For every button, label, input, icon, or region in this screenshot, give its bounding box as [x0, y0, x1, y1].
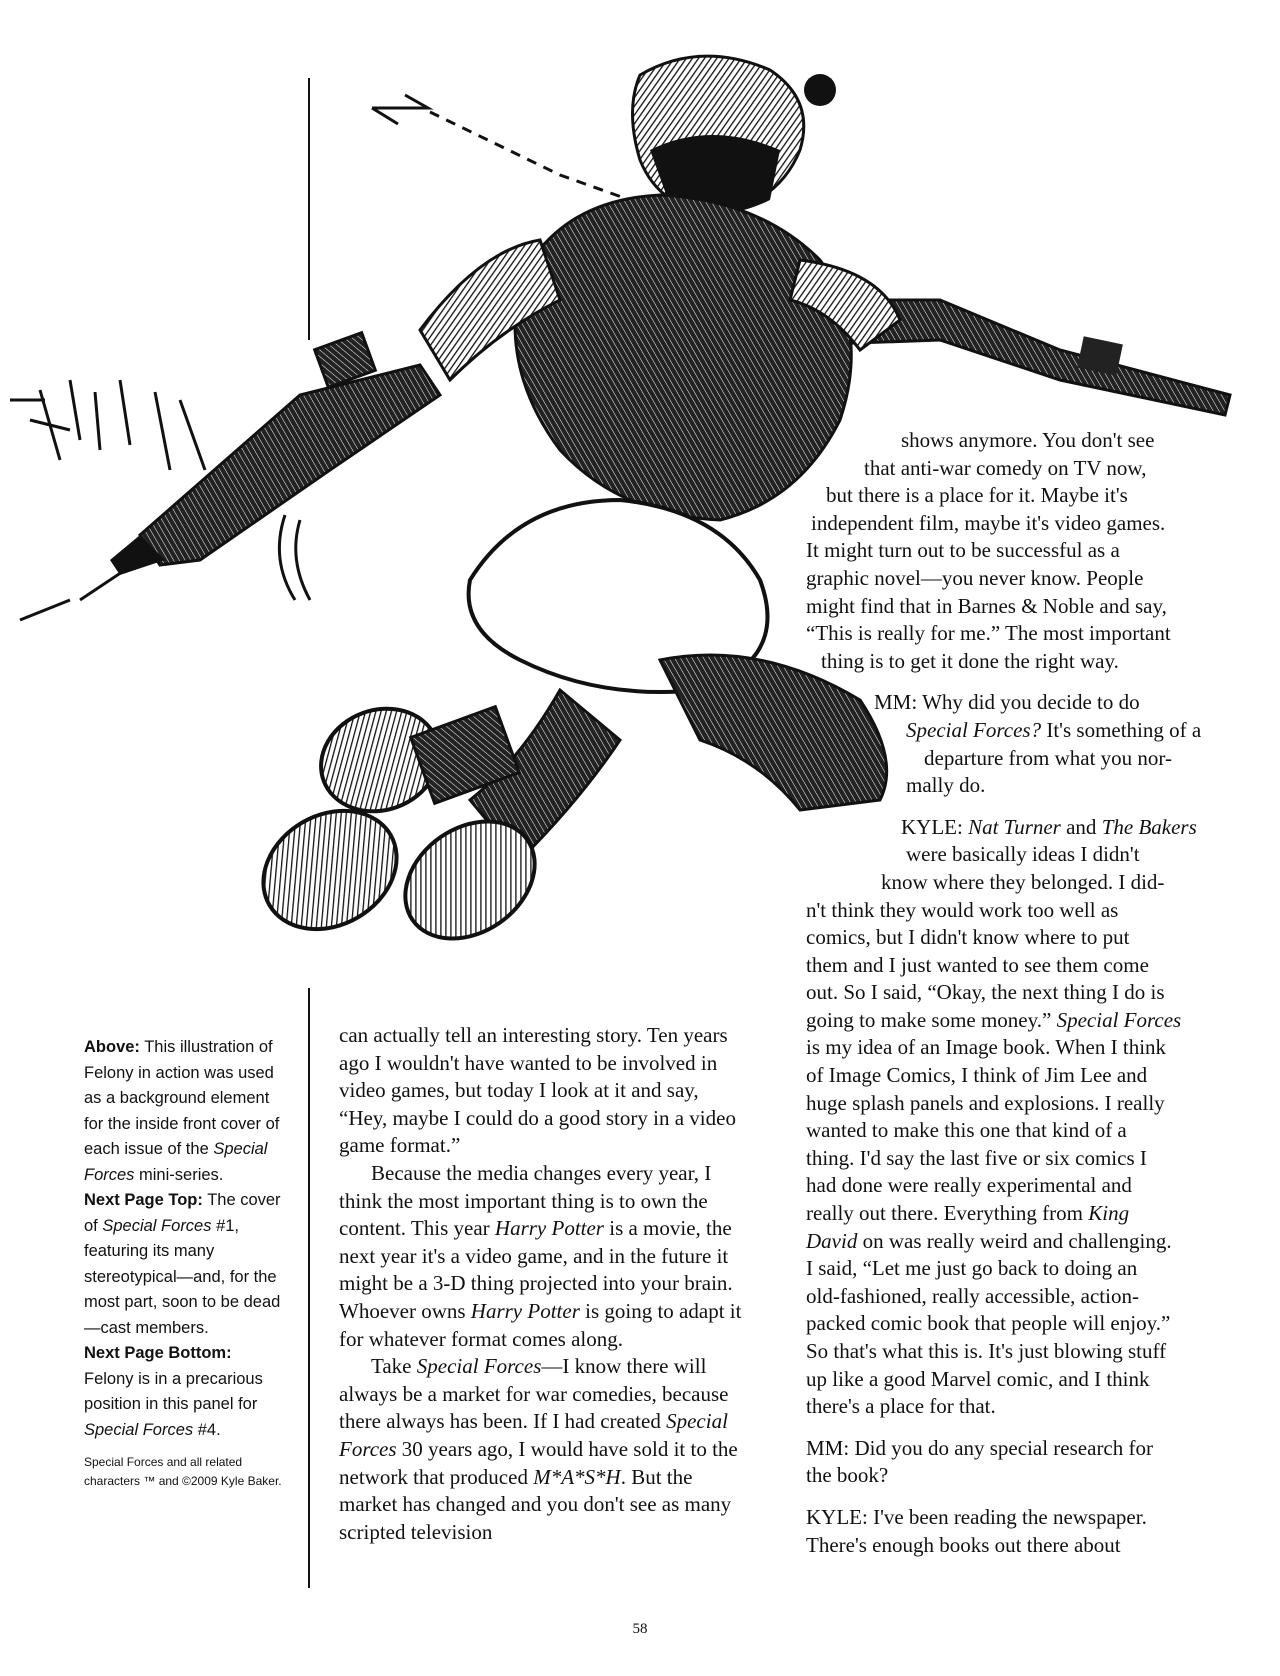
- text-line: KYLE: Nat Turner and The Bakers: [901, 814, 1197, 839]
- caption-above: Above: This illustration of Felony in action was used as a background element for the inside front cover of each issue of the Special Forces mini-series.: [84, 1038, 280, 1184]
- question-2: [806, 1435, 1216, 1490]
- text-line: thing. I'd say the last five or six comics I: [806, 1145, 1147, 1170]
- text-line: I said, “Let me just go back to doing an: [806, 1256, 1138, 1281]
- right-column: [806, 427, 1216, 1559]
- caption-next-top: Next Page Top: The cover of Special Forces #1, featuring its many stereotypical—and, for the most part, soon to be dead—cast members.: [84, 1191, 281, 1337]
- paragraph: Because the media changes every year, I think the most important thing is to own the content. This year Harry Potter is a movie, the next year it's a video game, and in the future it might be a 3-D thing projected into your brain. Whoever owns Harry Potter is going to adapt it for whatever format comes along.: [339, 1160, 742, 1351]
- text-line: independent film, maybe it's video games.: [811, 510, 1166, 535]
- text-line: n't think they would work too well as: [806, 897, 1119, 922]
- text-line: departure from what you nor-: [924, 745, 1172, 770]
- text-line: know where they belonged. I did-: [881, 869, 1165, 894]
- soldier-head: [633, 56, 837, 215]
- text-line: So that's what this is. It's just blowing stuff: [806, 1339, 1167, 1363]
- text-line: but there is a place for it. Maybe it's: [826, 483, 1128, 508]
- text-line: were basically ideas I didn't: [906, 842, 1140, 867]
- text-line: is my idea of an Image book. When I think: [806, 1035, 1167, 1060]
- text-line: wanted to make this one that kind of a: [806, 1118, 1127, 1143]
- question-1: [806, 689, 1216, 799]
- answer-2: [806, 1504, 1216, 1559]
- text-line: huge splash panels and explosions. I really: [806, 1090, 1165, 1115]
- text-line: comics, but I didn't know where to put: [806, 925, 1130, 950]
- text-line: really out there. Everything from King: [806, 1201, 1130, 1226]
- text-line: them and I just wanted to see them come: [806, 952, 1149, 977]
- paragraph: Take Special Forces—I know there will always be a market for war comedies, because there always has been. If I had created Special Forces 30 years ago, I would have sold it to the network that produced M*A*S*H. But the market has changed and you don't see as many scripted television: [339, 1354, 738, 1544]
- text-line: KYLE: I've been reading the newspaper.: [806, 1504, 1147, 1529]
- page-number: 58: [632, 1621, 648, 1637]
- text-line: There's enough books out there about: [806, 1532, 1121, 1557]
- text-line: that anti-war comedy on TV now,: [864, 455, 1147, 480]
- caption-next-bottom: Next Page Bottom: Felony is in a precarious position in this panel for Special Forces #4.: [84, 1344, 263, 1439]
- text-line: the book?: [806, 1463, 889, 1488]
- text-line: Special Forces? It's something of a: [906, 717, 1202, 742]
- column-rule-top: [308, 78, 310, 340]
- text-line: out. So I said, “Okay, the next thing I do is: [806, 980, 1165, 1005]
- text-line: shows anymore. You don't see: [901, 428, 1155, 452]
- text-line: MM: Why did you decide to do: [874, 690, 1140, 715]
- text-line: going to make some money.” Special Forces: [806, 1007, 1182, 1032]
- middle-column: [339, 1022, 749, 1546]
- text-line: “This is really for me.” The most important: [806, 621, 1171, 646]
- text-line: there's a place for that.: [806, 1394, 996, 1419]
- text-line: It might turn out to be successful as a: [806, 538, 1120, 563]
- text-line: David on was really weird and challenging.: [806, 1228, 1172, 1253]
- text-line: MM: Did you do any special research for: [806, 1435, 1153, 1460]
- text-line: mally do.: [906, 773, 986, 798]
- text-line: might find that in Barnes & Noble and say,: [806, 593, 1167, 618]
- text-line: of Image Comics, I think of Jim Lee and: [806, 1063, 1148, 1088]
- column-rule-bottom: [308, 988, 310, 1588]
- text-line: graphic novel—you never know. People: [806, 565, 1144, 590]
- figure-caption: [84, 1035, 284, 1491]
- left-rifle: [110, 333, 440, 575]
- text-line: packed comic book that people will enjoy.”: [806, 1311, 1171, 1336]
- answer-1: [806, 814, 1216, 1421]
- text-line: old-fashioned, really accessible, action-: [806, 1283, 1139, 1308]
- text-line: thing is to get it done the right way.: [821, 648, 1119, 673]
- text-line: had done were really experimental and: [806, 1173, 1132, 1198]
- arrow-icon: [372, 95, 630, 200]
- copyright-notice: Special Forces and all related characters ™ and ©2009 Kyle Baker.: [84, 1455, 282, 1488]
- text-line: up like a good Marvel comic, and I think: [806, 1366, 1150, 1391]
- soldier-boots: [242, 692, 557, 962]
- paragraph: can actually tell an interesting story. Ten years ago I wouldn't have wanted to be involved in video games, but today I look at it and say, “Hey, maybe I could do a good story in a video game format.”: [339, 1023, 736, 1158]
